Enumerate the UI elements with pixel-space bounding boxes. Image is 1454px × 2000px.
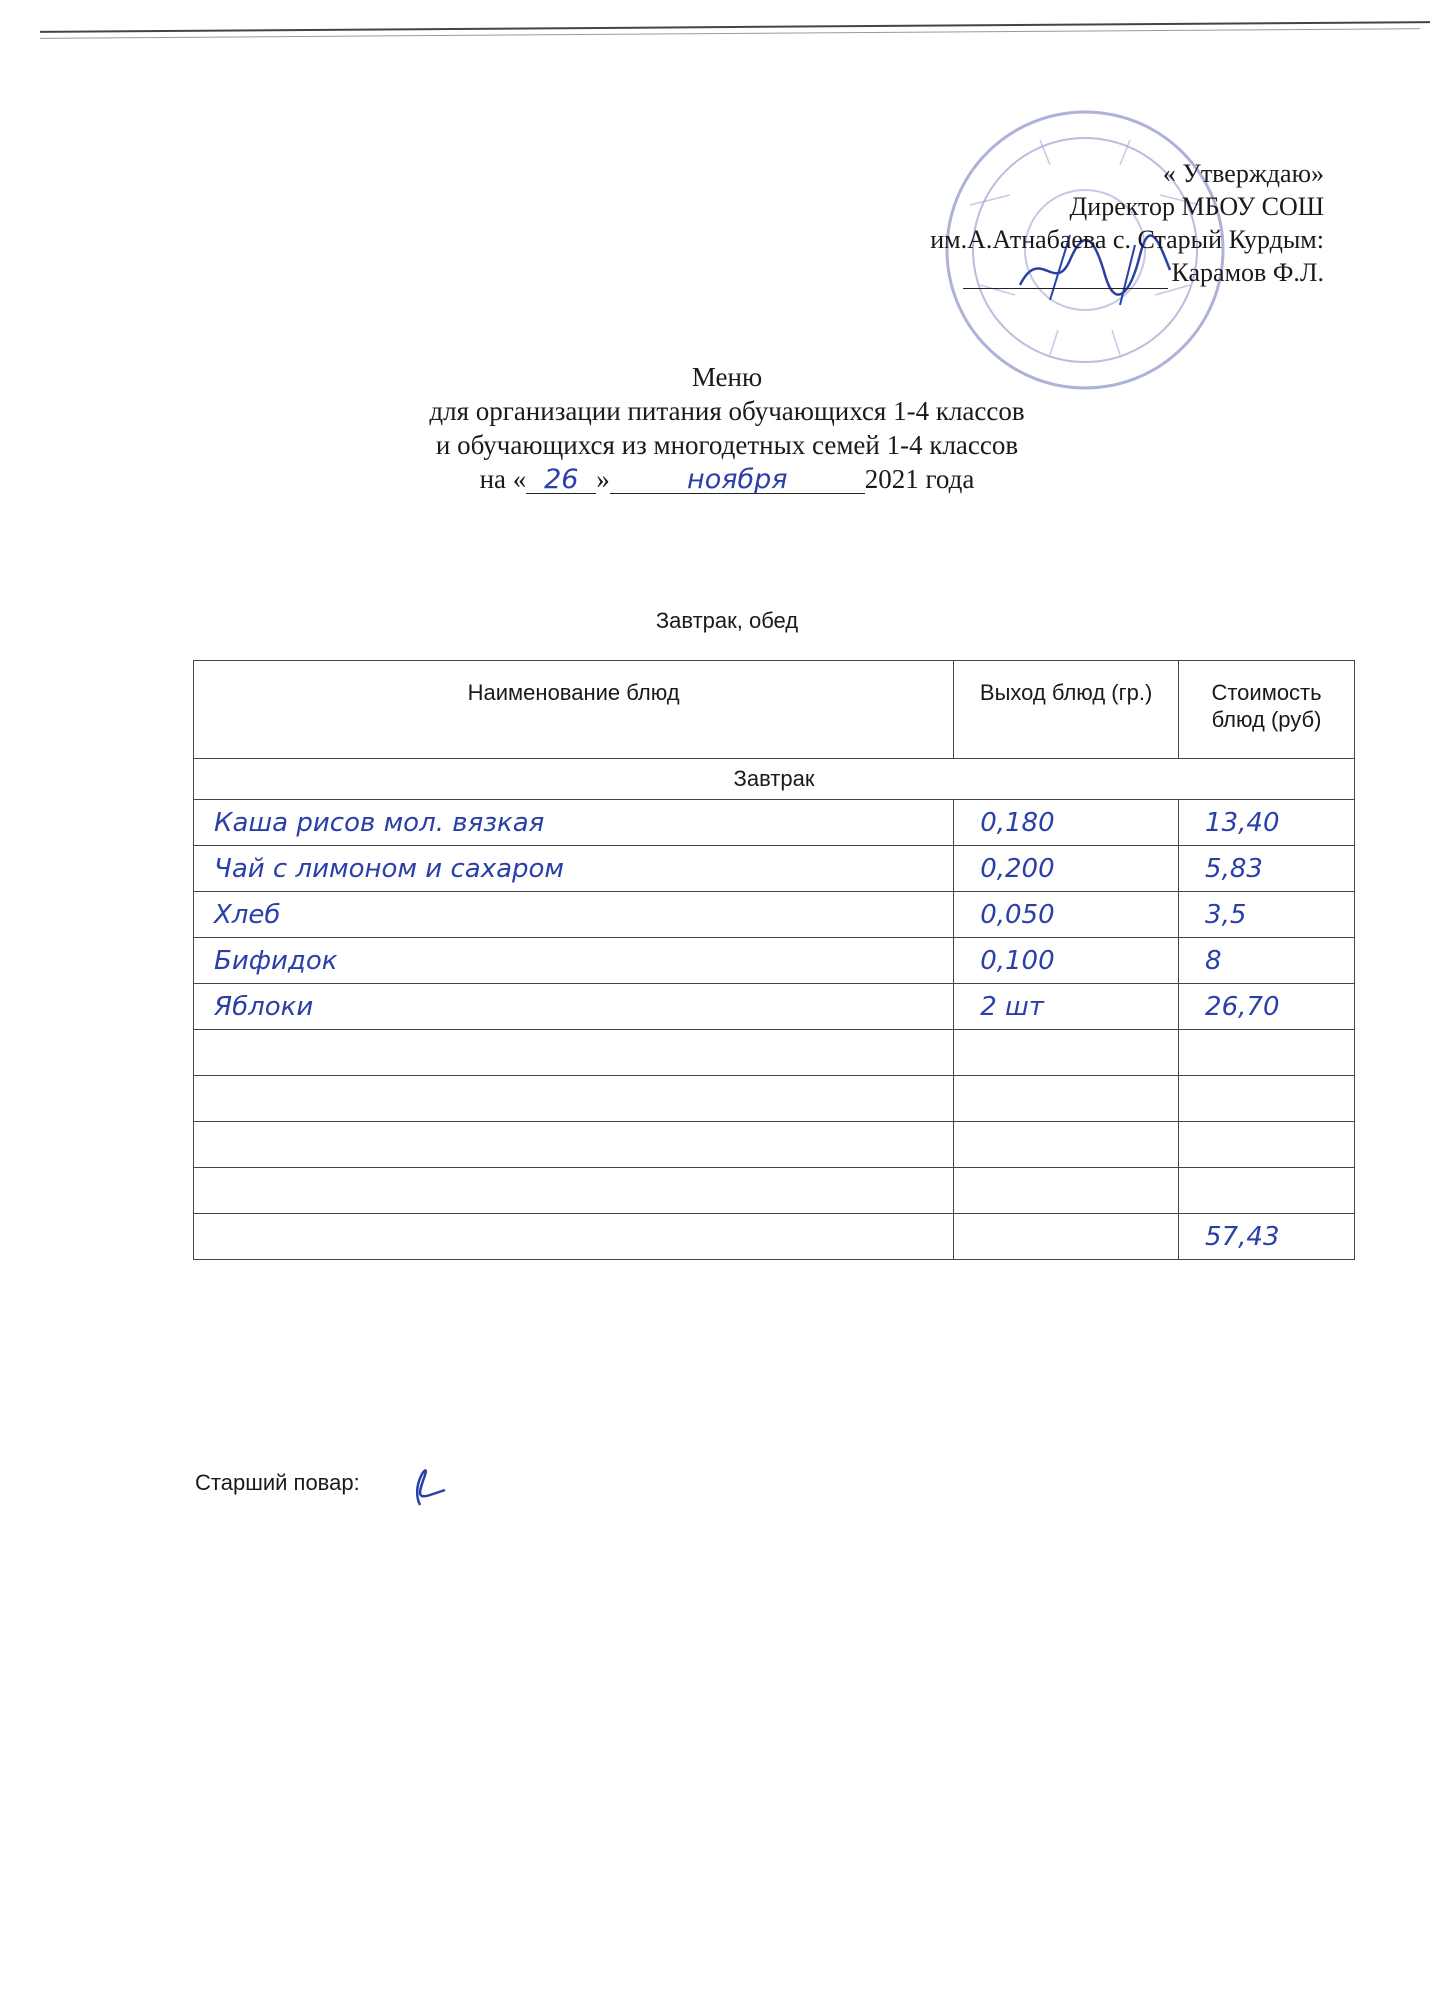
table-row [194, 892, 1355, 938]
menu-title [0, 360, 1454, 496]
approved-label: « Утверждаю» [1162, 159, 1324, 188]
dish-output: 0,100 [954, 938, 1179, 984]
table-row [194, 1076, 1355, 1122]
dish-name [194, 1214, 954, 1260]
table-row [194, 1030, 1355, 1076]
dish-cost: 13,40 [1179, 800, 1355, 846]
dish-cost: 5,83 [1179, 846, 1355, 892]
header-dish-name: Наименование блюд [194, 661, 954, 759]
cook-label: Старший повар: [195, 1470, 360, 1495]
section-breakfast: Завтрак [194, 759, 1355, 800]
dish-cost: 3,5 [1179, 892, 1355, 938]
table-row [194, 800, 1355, 846]
dish-name [194, 1076, 954, 1122]
menu-heading: Меню [691, 362, 763, 392]
table-row [194, 1168, 1355, 1214]
dish-name [194, 1168, 954, 1214]
menu-subtitle-2: и обучающихся из многодетных семей 1-4 классов [435, 430, 1019, 460]
table-row [194, 938, 1355, 984]
dish-name: Каша рисов мол. вязкая [194, 800, 954, 846]
dish-output [954, 1076, 1179, 1122]
school-name: им.А.Атнабаева с. Старый Курдым: [930, 225, 1324, 254]
director-position: Директор МБОУ СОШ [1069, 192, 1324, 221]
dish-output: 0,050 [954, 892, 1179, 938]
header-cost: Стоимость блюд (руб) [1179, 661, 1355, 759]
table-row [194, 846, 1355, 892]
dish-name: Бифидок [194, 938, 954, 984]
dish-output [954, 1030, 1179, 1076]
director-name: Карамов Ф.Л. [1171, 258, 1324, 287]
approval-block [930, 157, 1324, 289]
dish-cost [1179, 1076, 1355, 1122]
dish-cost: 26,70 [1179, 984, 1355, 1030]
table-row [194, 1122, 1355, 1168]
cook-signature [400, 1455, 460, 1515]
meal-type: Завтрак, обед [655, 608, 799, 633]
dish-name [194, 1030, 954, 1076]
dish-cost [1179, 1122, 1355, 1168]
date-prefix: на « [479, 464, 527, 494]
total-cost: 57,43 [1179, 1214, 1355, 1260]
menu-table [193, 660, 1355, 1260]
dish-output: 0,180 [954, 800, 1179, 846]
section-row [194, 759, 1355, 800]
director-signature-line [930, 256, 1324, 289]
dish-output [954, 1122, 1179, 1168]
date-month: ноября [610, 467, 865, 494]
dish-name: Хлеб [194, 892, 954, 938]
menu-date [0, 462, 1454, 496]
date-day: 26 [526, 467, 596, 494]
scan-edge-line [40, 21, 1430, 33]
dish-name [194, 1122, 954, 1168]
table-header-row [194, 661, 1355, 759]
header-output: Выход блюд (гр.) [954, 661, 1179, 759]
dish-name: Яблоки [194, 984, 954, 1030]
dish-name: Чай с лимоном и сахаром [194, 846, 954, 892]
menu-subtitle-1: для организации питания обучающихся 1-4 классов [429, 396, 1025, 426]
date-mid: » [596, 464, 610, 494]
date-year: 2021 года [864, 464, 975, 494]
dish-output [954, 1168, 1179, 1214]
dish-cost [1179, 1168, 1355, 1214]
dish-output [954, 1214, 1179, 1260]
table-total-row [194, 1214, 1355, 1260]
dish-cost [1179, 1030, 1355, 1076]
dish-cost: 8 [1179, 938, 1355, 984]
dish-output: 0,200 [954, 846, 1179, 892]
signature-blank [963, 266, 1168, 289]
table-row [194, 984, 1355, 1030]
dish-output: 2 шт [954, 984, 1179, 1030]
